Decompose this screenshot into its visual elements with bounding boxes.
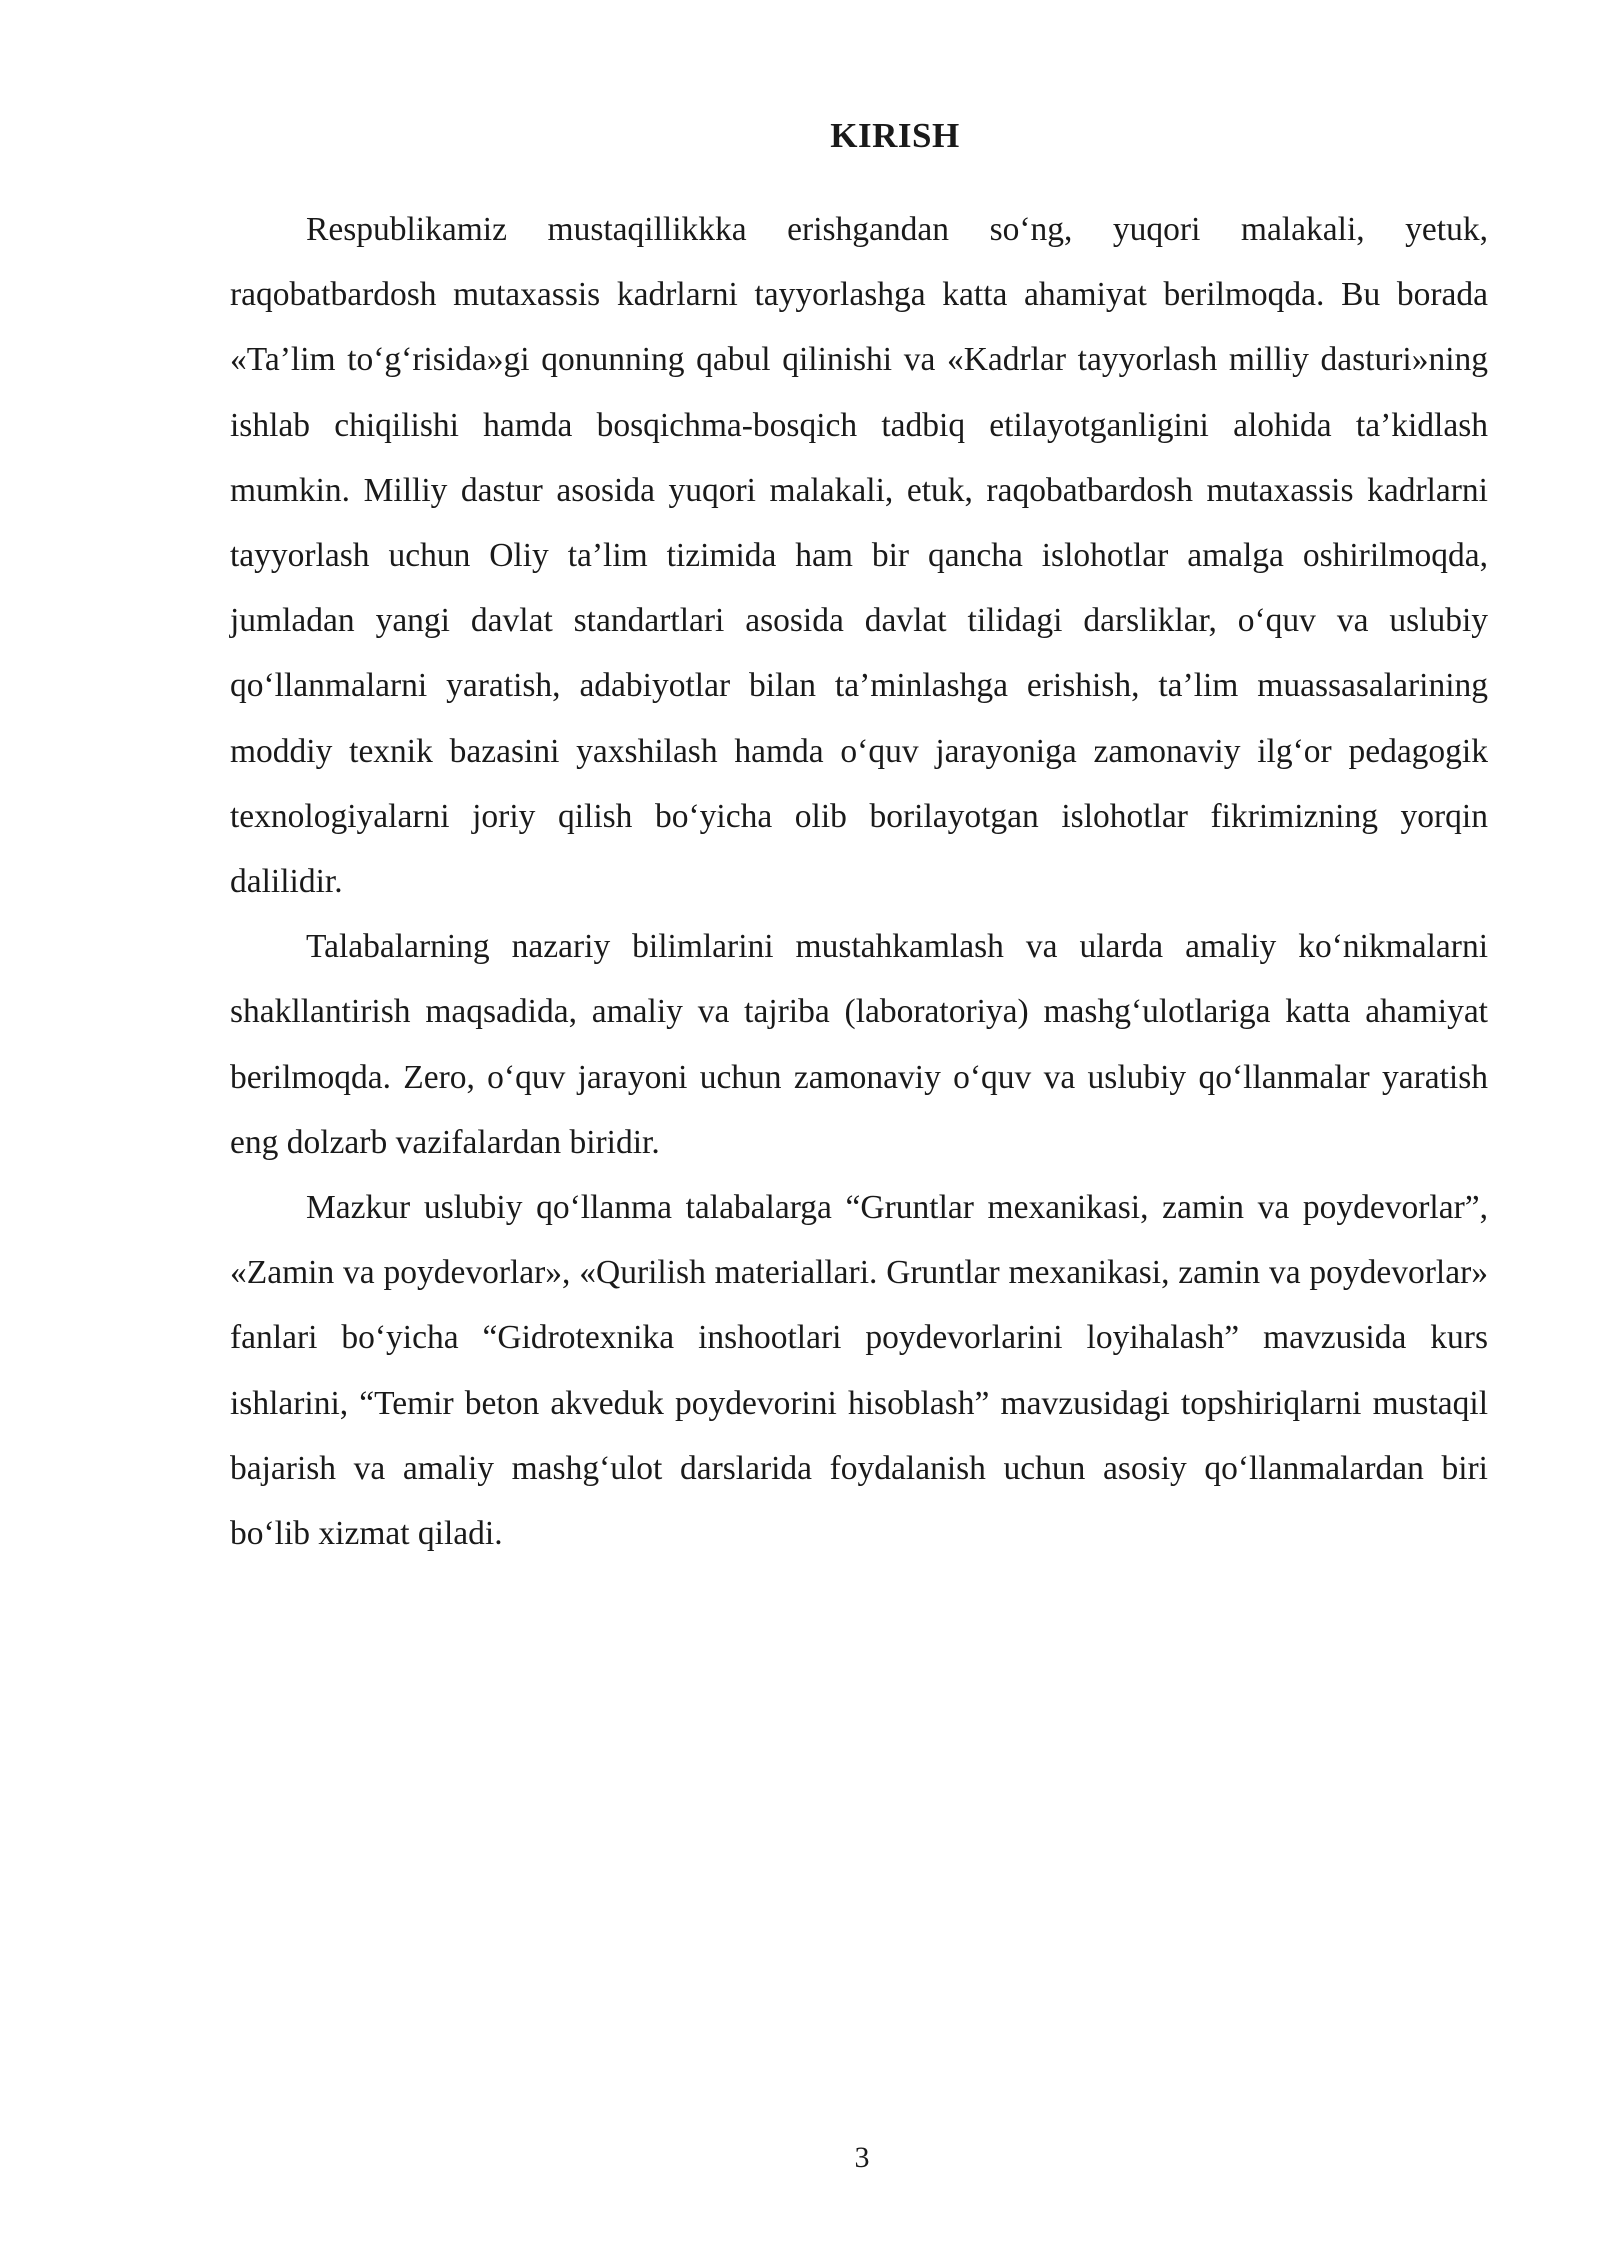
body-text	[230, 197, 1488, 1566]
paragraph-intro: Respublikamiz mustaqillikkka erishgandan so‘ng, yuqori malakali, yetuk, raqobatbardosh mutaxassis kadrlarni tayyorlashga katta ahamiyat berilmoqda. Bu borada «Ta’lim to‘g‘risida»gi qonunning qabul qilinishi va «Kadrlar tayyorlash milliy dasturi»ning ishlab chiqilishi hamda bosqichma-bosqich tadbiq etilayotganligini alohida ta’kidlash mumkin. Milliy dastur asosida yuqori malakali, etuk, raqobatbardosh mutaxassis kadrlarni tayyorlash uchun Oliy ta’lim tizimida ham bir qancha islohotlar amalga oshirilmoqda, jumladan yangi davlat standartlari asosida davlat tilidagi darsliklar, o‘quv va uslubiy qo‘llanmalarni yaratish, adabiyotlar bilan ta’minlashga erishish, ta’lim muassasalarining moddiy texnik bazasini yaxshilash hamda o‘quv jarayoniga zamonaviy ilg‘or pedagogik texnologiyalarni joriy qilish bo‘yicha olib borilayotgan islohotlar fikrimizning yorqin dalilidir.	[230, 211, 1488, 901]
page-number: 3	[854, 2141, 870, 2174]
paragraph-manual-purpose: Mazkur uslubiy qo‘llanma talabalarga “Gruntlar mexanikasi, zamin va poydevorlar”, «Zamin va poydevorlar», «Qurilish materiallari. Gruntlar mexanikasi, zamin va poydevorlar» fanlari bo‘yicha “Gidrotexnika inshootlari poydevorlarini loyihalash” mavzusida kurs ishlarini, “Temir beton akveduk poydevorini hisoblash” mavzusidagi topshiriqlarni mustaqil bajarish va amaliy mashg‘ulot darslarida foydalanish uchun asosiy qo‘llanmalardan biri bo‘lib xizmat qiladi.	[230, 1189, 1488, 1553]
page-heading: KIRISH	[830, 116, 960, 155]
paragraph-practical-skills: Talabalarning nazariy bilimlarini mustahkamlash va ularda amaliy ko‘nikmalarni shakllantirish maqsadida, amaliy va tajriba (laboratoriya) mashg‘ulotlariga katta ahamiyat berilmoqda. Zero, o‘quv jarayoni uchun zamonaviy o‘quv va uslubiy qo‘llanmalar yaratish eng dolzarb vazifalardan biridir.	[230, 928, 1488, 1161]
